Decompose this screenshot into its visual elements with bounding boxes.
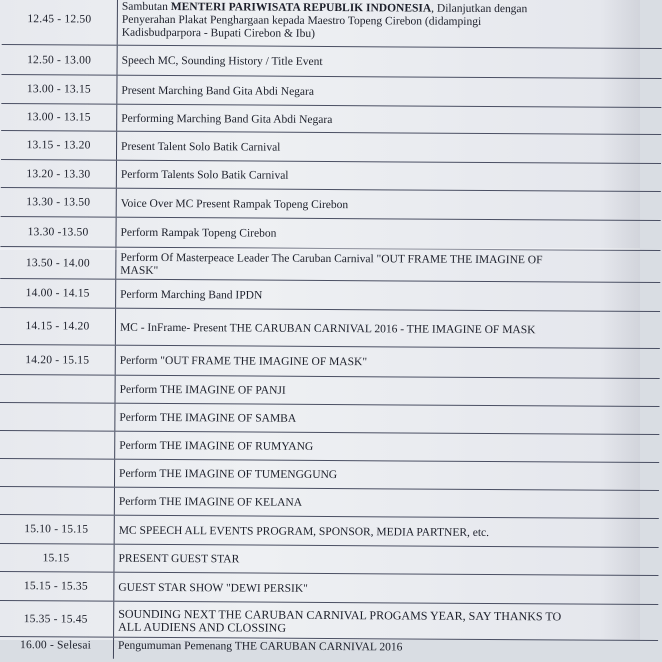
activity-cell: Perform THE IMAGINE OF SAMBA	[119, 411, 297, 425]
time-cell: 15.15 - 15.35	[0, 572, 114, 601]
table-row	[0, 402, 659, 434]
table-row	[0, 636, 658, 662]
time-cell: 14.15 - 14.20	[0, 308, 116, 345]
table-row	[1, 103, 661, 134]
table-row	[0, 458, 659, 490]
activity-cell: PRESENT GUEST STAR	[118, 552, 240, 566]
time-cell	[0, 403, 115, 431]
table-row	[0, 344, 660, 378]
table-row	[0, 278, 660, 311]
activity-cell: SOUNDING NEXT THE CARUBAN CARNIVAL PROGAMS YEAR, SAY THANKS TO ALL AUDIENS AND CLOSSING	[118, 606, 562, 635]
table-row	[0, 600, 658, 640]
table-row	[0, 543, 659, 575]
time-cell: 12.50 - 13.00	[2, 45, 118, 75]
time-cell: 14.20 - 15.15	[0, 345, 116, 375]
table-row	[2, 0, 662, 48]
table-row	[1, 74, 661, 107]
paper-edge-shadow	[600, 0, 640, 640]
activity-cell	[118, 0, 662, 48]
time-cell: 16.00 - Selesai	[0, 637, 114, 659]
activity-cell: Perform THE IMAGINE OF KELANA	[118, 495, 303, 509]
time-cell: 15.10 - 15.15	[0, 515, 115, 544]
activity-cell: MC - InFrame- Present THE CARUBAN CARNIVAL 2016 - THE IMAGINE OF MASK	[119, 321, 536, 336]
activity-prefix: Sambutan	[121, 0, 171, 14]
time-cell: 12.45 - 12.50	[2, 0, 118, 45]
table-row	[0, 571, 658, 604]
activity-cell: Perform THE IMAGINE OF RUMYANG	[119, 439, 314, 453]
activity-cell: Speech MC, Sounding History / Title Event	[121, 54, 323, 68]
activity-cell: Pengumuman Pemenang THE CARUBAN CARNIVAL 2016	[117, 639, 403, 654]
activity-cell: Perform Rampak Topeng Cirebon	[120, 226, 277, 240]
time-cell: 13.00 - 13.15	[1, 75, 117, 104]
activity-cell: Present Talent Solo Batik Carnival	[121, 140, 281, 154]
paper-crease	[0, 248, 640, 250]
table-row	[0, 430, 659, 462]
table-row	[1, 130, 661, 163]
table-row	[0, 307, 660, 348]
time-cell: 15.15	[0, 544, 115, 572]
time-cell	[0, 487, 115, 515]
table-row	[0, 486, 659, 518]
activity-cell: Perform THE IMAGINE OF PANJI	[119, 383, 286, 397]
time-cell: 13.30 -13.50	[0, 217, 116, 247]
activity-cell: Perform Of Masterpeace Leader The Caruban Carnival "OUT FRAME THE IMAGINE OF MASK"	[120, 251, 543, 277]
time-cell	[0, 459, 115, 487]
activity-suffix: , Dilanjutkan dengan Penyerahan Plakat Penghargaan kepada Maestro Topeng Cirebon (didampingi Kadisbudparpora - Bupati Cirebon & Ibu)	[121, 2, 528, 40]
table-row	[0, 374, 660, 406]
time-cell: 13.15 - 13.20	[1, 131, 117, 160]
table-row	[0, 246, 660, 282]
activity-cell: MC SPEECH ALL EVENTS PROGRAM, SPONSOR, MEDIA PARTNER, etc.	[118, 524, 490, 539]
activity-cell: Performing Marching Band Gita Abdi Negara	[121, 112, 333, 126]
table-row	[2, 44, 662, 78]
activity-cell: Perform THE IMAGINE OF TUMENGGUNG	[119, 467, 338, 482]
table-row	[1, 159, 661, 191]
time-cell: 13.20 - 13.30	[1, 160, 117, 188]
activity-cell: Perform "OUT FRAME THE IMAGINE OF MASK"	[119, 354, 368, 369]
table-row	[0, 216, 660, 250]
time-cell: 13.50 - 14.00	[0, 247, 116, 279]
activity-cell: Present Marching Band Gita Abdi Negara	[121, 84, 315, 98]
time-cell: 13.00 - 13.15	[1, 104, 117, 131]
activity-cell: GUEST STAR SHOW "DEWI PERSIK"	[118, 581, 308, 595]
activity-cell: Perform Talents Solo Batik Carnival	[120, 168, 289, 182]
activity-cell: Perform Marching Band IPDN	[120, 288, 263, 302]
activity-cell: Voice Over MC Present Rampak Topeng Cirebon	[120, 197, 349, 211]
time-cell: 13.30 - 13.50	[1, 188, 117, 217]
table-row	[0, 514, 659, 547]
table-row	[1, 187, 661, 220]
time-cell	[0, 375, 116, 403]
time-cell: 15.35 - 15.45	[0, 601, 114, 637]
time-cell	[0, 431, 115, 459]
time-cell: 14.00 - 14.15	[0, 279, 116, 308]
activity-bold: MENTERI PARIWISATA REPUBLIK INDONESIA	[170, 1, 432, 15]
